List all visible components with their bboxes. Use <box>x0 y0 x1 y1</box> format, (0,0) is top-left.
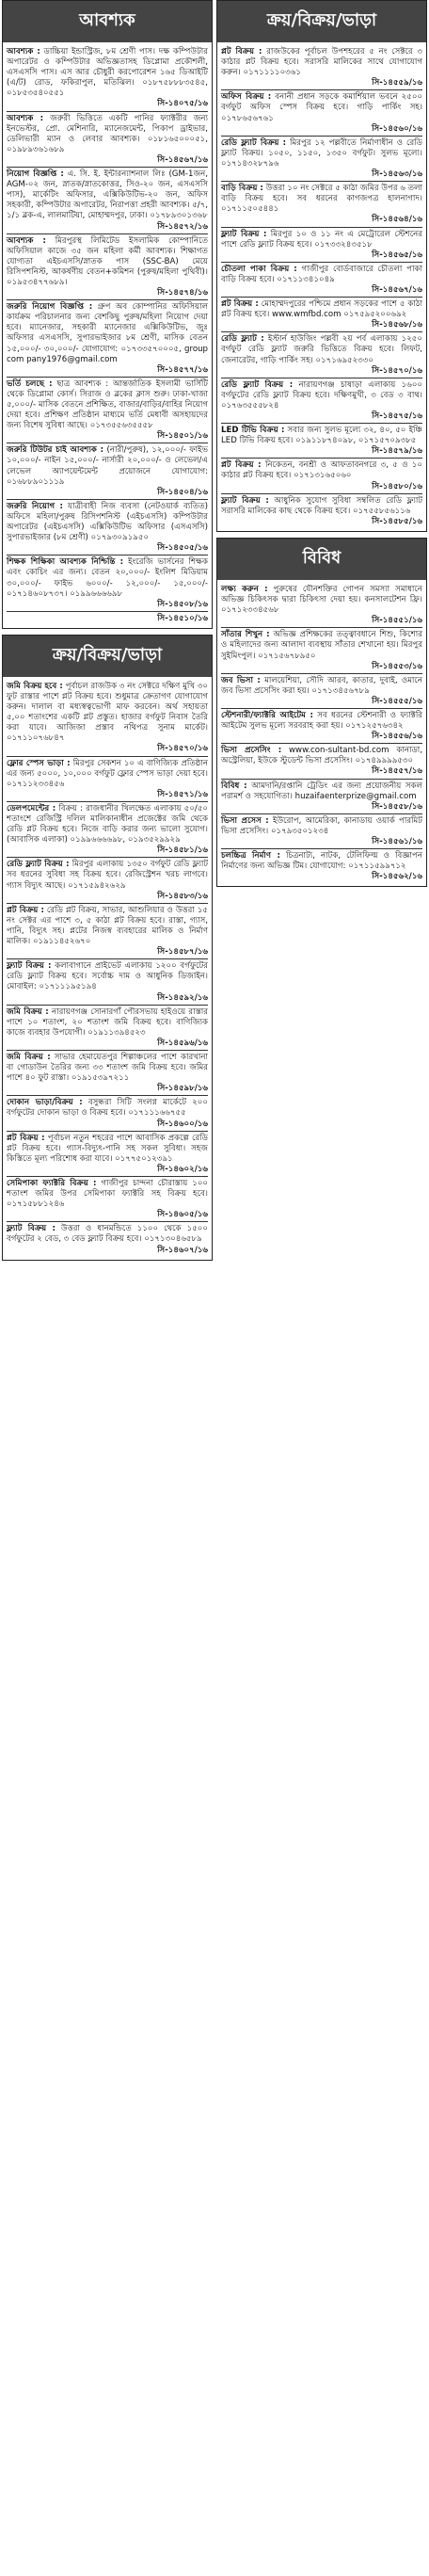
ad-keyword: স্টেশনারী/ফ্যাক্টরি আইটেম : <box>221 710 313 720</box>
classified-ad <box>221 228 422 263</box>
ad-body: আমদানি/রপ্তানি ট্রেডিং এর জন্য প্রয়োজনীয় সকল পরামর্শ ও সহযোগিতা। huzaifaenterprize@gmail.com <box>221 781 422 801</box>
ad-body: রাজউকের পূর্বাচল উপশহরের ৫ নং সেক্টরে ৩ কাঠার প্লট বিক্রয় হবে। সরাসরি মালিকের সাথে যোগাযোগ করুন। ০১৭১১১১০৩৬১ <box>221 47 423 78</box>
ad-text <box>7 1098 208 1119</box>
ad-text <box>221 851 422 872</box>
classified-ad <box>7 1132 208 1177</box>
ad-keyword: রেডি ফ্ল্যাট : <box>221 334 264 345</box>
ad-text <box>7 1134 208 1165</box>
classified-ad <box>221 709 422 744</box>
classified-ad <box>7 1222 208 1256</box>
classified-ad <box>7 443 208 499</box>
ad-code: সি-১৪৫৭৪/১৬ <box>157 288 208 298</box>
ad-text <box>7 169 208 221</box>
ad-keyword: শিক্ষক শিক্ষিকা আবশ্যক নিশ্চিন্তি : <box>7 557 124 568</box>
ad-body: জরুরী ভিত্তিতে একটি পানির ফ্যাক্টরীর জন্য ইনভেস্টর, প্রো. মেশিনারি, ম্যানেজমেন্ট, পিকাপ ড্রাইভার, ডেলিভারী ম্যান ও লেবার আবশ্যক। ০১৮১৬৫০০০৫১, ০১৯৮৯৩৬১৬৮৯ <box>7 113 209 154</box>
classified-ad <box>7 1096 208 1131</box>
ad-body: মিরপুরস্থ লিমিটেড ইসলামিক কোম্পানিতে অফিসিয়াল কাজে ৩৫ জন মহিলা কর্মী আবশ্যক। শিক্ষাগত যোগ্যতা এইচএসসি/স্নাতক পাস (SSC-BA) মেয়ে রিসিপশনিস্ট, আকর্ষণীয় বেতন+কমিশন (পুরুষ/মহিলা পুথিবী)। ০১৯৫৩৪৭৭৬৮৯। <box>7 235 209 287</box>
ad-keyword: বিবিধ : <box>221 781 247 791</box>
ad-keyword: রেডি ফ্ল্যাট বিক্রয় : <box>221 379 294 390</box>
ad-text <box>221 711 422 732</box>
ad-code: সি-১৪৫৭০/১৬ <box>372 365 422 376</box>
left-column <box>2 0 213 1266</box>
ad-code: সি-১৪৫৭০/১৬ <box>157 744 208 754</box>
ad-body: গ্রুপ অব কোম্পানির অফিসিয়াল কার্যক্রম পরিচালনার জন্য বেশকিছু পুরুষ/মহিলা নিয়োগ দেয়া হবে। ম্যানেজার, সহকারী ম্যানেজার এক্সিকিউটিভ, জুঃ অফিসার এসএসসি, সুপারভাইজার ৮ম শ্রেণী, মাসিক বেতন ১৫,০০০/- ৩০,০০০/- যোগাযোগ: ০১৭৩৩৫৭০০০৫, group com pany1976@gmail.com <box>7 302 208 364</box>
classified-ad <box>7 300 208 378</box>
ad-text <box>221 781 422 802</box>
ad-body: মিরপুর ১২ পল্লবীতে নির্মাণাধীন ও রেডি ফ্ল্যাট বিক্রয়। ১০৫০, ১১৫০, ১৩৫০ বর্গফুট। সুলভ মূল্যে। ০১৭১৪৩২৮৭৯৬ <box>221 137 423 169</box>
ad-text <box>7 860 208 891</box>
classified-ad <box>7 168 208 234</box>
classified-ad <box>7 802 208 858</box>
ad-code: সি-১৪৬০৭/১৬ <box>157 1245 208 1255</box>
ad-body: উত্তরা ও ধানমন্ডিতে ১১০০ থেকে ১৫০০ বর্গফুটের ২ বেড, ৩ বেড ফ্ল্যাট বিক্রয় হবে। ০১৭১৩০৪৬৫৮৯ <box>7 1224 208 1245</box>
ad-code: সি-১৪৫৬৪/১৬ <box>372 215 422 225</box>
ad-body: মোহাম্মদপুরের পশ্চিমে প্রধান সড়কের পাশে ৫ কাঠা প্লট বিক্রয় হবে। www.wmfbd.com ০১৭৫৯৫২০০৬৯২ <box>221 299 422 320</box>
ad-text <box>7 906 208 947</box>
ad-keyword: ভর্তি চলছে : <box>7 378 53 389</box>
ad-text <box>7 502 208 543</box>
ad-text <box>7 1179 208 1210</box>
ad-text <box>221 299 422 320</box>
ad-keyword: ডেলপমেন্টের : <box>7 803 56 813</box>
ad-code: সি-১৪৫৫৯/১৬ <box>372 78 422 89</box>
ad-code: সি-১৪৫০৮/১৬ <box>157 599 208 609</box>
ad-keyword: প্লট বিক্রয় : <box>221 299 259 310</box>
ad-text <box>7 236 208 288</box>
ad-code: সি-১৪৫০৫/১৬ <box>157 543 208 554</box>
ad-keyword: জব ভিসা : <box>221 675 261 685</box>
ad-code: সি-১৪৬০০/১৬ <box>157 1119 208 1129</box>
ad-code: সি-১৪৫৭৯/১৬ <box>372 446 422 457</box>
ad-body: সবার জন্য সুলভ মূল্যে ৩২, ৪০, ৫০ ইঞ্চি LED টিভি বিক্রয় হবে। ০১৯১১৮৭৪০৯৮, ০১৭১৫৭০৯৩৮৫ <box>221 426 423 446</box>
classified-ad <box>221 137 422 182</box>
ad-keyword: সাঁতার শিখুন : <box>221 630 270 640</box>
classified-ad <box>7 1051 208 1096</box>
ad-code: সি-১৪৫৭২/১৬ <box>157 221 208 232</box>
ad-body: এ. সি. ই. ইন্টারন্যাশনাল লিঃ (GM-1জন, AGM-০২ জন, স্নাতক/স্নাতকোত্তর, সিও-২০ জন, এসএসসি পাস), মার্কেটিং অফিসার, এক্সিকিউটিভ-২০ জন, অফিস সহকারী, কম্পিউটার অপারেটর, নিরাপত্তা প্রহরী আবশ্যক। ৫/৭, ১/১ ব্লক-এ, লালমাটিয়া, মোহাম্মদপুর, ঢাকা। ০১৭৮৯৩০১৩৬৮ <box>7 169 208 221</box>
ad-code: সি-১৪৫৮৭/১৬ <box>157 947 208 958</box>
ad-body: (নারী/পুরুষ), ১২,০০০/- ফাইভ ১০,০০০/- নাইন ১৫,০০০/- নার্সারী ২০,০০০/- ও লেভেল/এ লেভেল অ্যাপয়েন্টমেন্ট প্রয়োজনে যোগাযোগ: ০১৬৮৮৯০১১১৯ <box>7 445 208 487</box>
ad-body: উত্তরা ১০ নং সেক্টরে ৫ কাঠা জমির উপর ৬ তলা বাড়ি বিক্রয় হবে। সব ধরনের কাগজপত্র হালনাগাদ। ০১৭১১৫০৫৪৪১ <box>221 184 423 215</box>
classified-ad <box>7 555 208 611</box>
ad-keyword: দোকান ভাড়া/বিক্রয় : <box>7 1098 83 1108</box>
ad-body: আধুনিক সুযোগ সুবিধা সম্বলিত রেডি ফ্ল্যাট সরাসরি মালিকের কাছ থেকে বিক্রয় হবে। ০১৭৫৫৮৫৬১১৬ <box>221 495 423 516</box>
ad-text <box>221 230 422 250</box>
ad-body: গাজীপুর বোর্ডবাজারে চৌতলা পাকা বাড়ি বিক্রয় হবে। ০১৭১১৩৪১০৪৯ <box>221 264 422 284</box>
ad-text <box>7 1053 208 1084</box>
ad-code: সি-১৪৫৬৩/১৬ <box>372 169 422 180</box>
ad-body: পুরুষের যৌনশক্তির গোপন সমস্যা সমাধানে অভিজ্ঞ চিকিৎসক দ্বারা চিকিৎসা দেয়া হয়। কনসালটেশন ফ্রি। ০১৭১২৩৩৪৫৬৮ <box>221 584 422 616</box>
ad-code: সি-১৪৫৮১/১৬ <box>157 845 208 856</box>
ad-text <box>221 630 422 661</box>
section-header: আবশ্যক <box>3 1 212 42</box>
classified-ad <box>7 1177 208 1222</box>
ad-body: ইউরোপ, আমেরিকা, কানাডায় ওয়ার্ক পারমিট ভিসা প্রসেসিং। ০১৭৯৩৫০১২৩৪ <box>221 815 422 836</box>
classified-ad <box>221 494 422 528</box>
classified-ad <box>7 112 208 168</box>
ad-body: বসুন্ধরা সিটি সংলগ্ন মার্কেটে ২০০ বর্গফুটের দোকান ভাড়া ও বিক্রয় হবে। ০১৭১১১৬৬৭৫৫ <box>7 1098 208 1119</box>
classified-ad <box>7 680 208 757</box>
ad-body: গাজীপুর চান্দনা চৌরাস্তায় ১০০ শতাংশ জমির উপর সেমিপাকা ফ্যাক্টরি সহ বিক্রয় হবে। ০১৭১৫৮৮১২৪৬ <box>7 1179 208 1210</box>
classified-ad <box>221 459 422 493</box>
classified-ad <box>221 780 422 814</box>
ad-keyword: ফ্ল্যাট বিক্রয় : <box>221 229 267 239</box>
classified-ad <box>221 298 422 332</box>
ad-body: চিত্রনাট্য, নাটক, টেলিফিল্ম ও বিজ্ঞাপন নির্মাণের জন্য অভিজ্ঞ টিম। যোগাযোগ: ০১৭১১৫৯৯৭১২ <box>221 851 422 872</box>
classified-ad <box>7 858 208 903</box>
ad-keyword: জমি বিক্রয় : <box>7 1052 51 1062</box>
ad-keyword: চলচ্চিত্র নির্মাণ : <box>221 851 280 861</box>
ad-code: সি-১৪০৭৫/১৬ <box>157 99 208 109</box>
right-column <box>216 0 427 893</box>
classified-ad <box>221 263 422 298</box>
ad-text <box>221 265 422 285</box>
ad-code: সি-১৪৫৮৫/১৬ <box>372 516 422 526</box>
ad-text <box>221 426 422 446</box>
ad-keyword: প্লট বিক্রয় : <box>221 47 262 56</box>
ad-code: সি-১৪৫৯২/১৬ <box>157 992 208 1003</box>
section-buy-sell-rent <box>2 635 213 1261</box>
ad-code: সি-১৪৫৯৮/১৬ <box>157 1084 208 1094</box>
ad-code: সি-১৪৫৬২/১৬ <box>372 872 422 882</box>
ad-keyword: জরুরি টিউটর চাই আবশ্যক : <box>7 445 104 456</box>
ad-text <box>221 816 422 837</box>
ad-code: সি-১৪৫৫৬/১৬ <box>372 732 422 742</box>
ad-keyword: ফ্লোর স্পেস ভাড়া : <box>7 758 71 768</box>
ad-keyword: নিয়োগ বিজ্ঞপ্তি : <box>7 169 64 180</box>
section-header: বিবিধ <box>217 539 426 580</box>
classified-ad <box>221 814 422 849</box>
ad-body: অভিজ্ঞ প্রশিক্ষকের তত্ত্বাবধানে শিশু, কিশোর ও মহিলাদের জন্য আলাদা ব্যবস্থায় সাঁতার শেখানো হয়। মিরপুর সুইমিংপুল। ০১৭১৫৬৭৮৯৫০ <box>221 630 423 661</box>
ad-body: মিরপুর এলাকায় ১৩৫০ বর্গফুট রেডি ফ্ল্যাট সব ধরনের সুবিধা সহ বিক্রয় হবে। রেজিস্ট্রেশন খরচ লাগবে। গ্যাস বিদ্যুৎ আছে। ০১৭১৫৯৪২৬২৯ <box>7 860 209 891</box>
ad-body: মিরপুর সেকশন ১০ এ বাণিজ্যিক প্রতিষ্ঠান এর জন্য ৫০০০, ১০,০০০ বর্গফুট ফ্লোর স্পেস ভাড়া দেয়া হবে। ০১৭১১২৩৩৪৫৬ <box>7 758 209 789</box>
ad-keyword: ভিসা প্রসেসিং : <box>221 746 282 756</box>
ad-code: সি-১৪৫৬০/১৬ <box>372 123 422 134</box>
ad-keyword: ভিসা প্রসেস : <box>221 815 269 826</box>
classified-ad <box>221 45 422 90</box>
classified-ad <box>7 378 208 444</box>
ad-keyword: রেডি ফ্ল্যাট বিক্রয় : <box>221 137 287 148</box>
ad-code: সি-১৪৫৮০/১৬ <box>372 481 422 491</box>
ad-keyword: জরুরি নিয়োগ : <box>7 501 63 511</box>
ad-keyword: প্লট বিক্রয় : <box>7 905 44 915</box>
ads-list <box>217 580 426 886</box>
ad-body: ইস্টার্ন হাউজিং পল্লবী ২য় পর্ব এলাকায় ১২৫০ বর্গফুট রেডি ফ্ল্যাট জরুরি ভিত্তিতে বিক্রয় হবে। লিফট, জেনারেটর, গাড়ি পার্কিং সহ। ০১৭১৬৯৫২৩৩০ <box>221 334 422 365</box>
ad-text <box>221 496 422 517</box>
ad-body: নারায়ণগঞ্জ চাষাড়া এলাকায় ১৬০০ বর্গফুটের রেডি ফ্ল্যাট বিক্রয় হবে। দক্ষিণমুখী, ৩ বেড ৩ বাথ। ০১৭৬৩৫৫৫৮২৪ <box>221 379 422 411</box>
ad-code: সি-১৪৫০৪/১৬ <box>157 487 208 497</box>
ads-list <box>3 42 212 628</box>
ad-text <box>7 682 208 745</box>
ad-code: সি-১৪৬০২/১৬ <box>157 1164 208 1174</box>
ad-body: সাভার হেমায়েতপুর শিল্পাঞ্চলের পাশে কারখানা বা গোডাউন তৈরির জন্য ৩৩ শতাংশ জমি বিক্রয় হবে। জমির পাশে ৪০ ফুট রাস্তা। ০১৯১৫৩৯৭২১১ <box>7 1052 209 1084</box>
section-header: ক্রয়/বিক্রয়/ভাড়া <box>217 1 426 42</box>
ad-code: সি-১৪৫৯৬/১৬ <box>157 1038 208 1048</box>
ad-code: সি-১৪৫১০/১৬ <box>157 613 208 623</box>
ad-text <box>221 138 422 169</box>
ad-body: www.con-sultant-bd.com কানাডা, অস্ট্রেলিয়া, ইউকে স্টুডেন্ট ভিসা প্রসেসিং। ০১৭৪৯৯৯৯৫৩০ <box>221 746 423 766</box>
ad-code: সি-১৪৫৫৭/১৬ <box>372 766 422 777</box>
classified-ad <box>221 628 422 673</box>
ad-keyword: লক্ষ্য করুন : <box>221 584 268 594</box>
ad-body: সব ধরনের স্টেশনারী ও ফ্যাক্টরি আইটেম সুলভ মূল্যে সরবরাহ করা হয়। ০১৭১২৫৭৬৩৪২ <box>221 710 422 732</box>
ad-text <box>7 759 208 790</box>
ad-body: মিরপুর ১০ ও ১১ নং এ মেট্রোরেল স্টেশনের পাশে রেডি ফ্ল্যাট বিক্রয় হবে। ০১৭৩৩২৪৩৫১৮ <box>221 229 423 250</box>
classified-ad <box>7 234 208 301</box>
classified-ad <box>7 959 208 1005</box>
ad-text <box>7 114 208 155</box>
ad-code: সি-১৪৫৭১/১৬ <box>157 789 208 799</box>
classified-ad <box>221 424 422 459</box>
ad-code: সি-১৪৫৭৫/১৬ <box>372 411 422 421</box>
classified-ad <box>7 757 208 802</box>
ad-keyword: আবশ্যক : <box>7 113 44 123</box>
ad-keyword: আবশ্যক : <box>7 47 40 56</box>
ad-text <box>221 184 422 215</box>
ad-keyword: ফ্ল্যাট বিক্রয় : <box>7 961 52 972</box>
section-wanted <box>2 0 213 629</box>
ad-code: সি-১৪৫০১/১৬ <box>157 431 208 442</box>
ad-code: সি-১৪৫৭৭/১৬ <box>157 364 208 375</box>
ad-code: সি-১৪৬০৫/১৬ <box>157 1210 208 1220</box>
ad-code: সি-১৪৫৮৩/১৬ <box>157 891 208 901</box>
ad-code: সি-১৪৫৫৫/১৬ <box>372 696 422 706</box>
ad-code: সি-১৪৫৬৫/১৬ <box>372 250 422 260</box>
classified-ad <box>221 378 422 424</box>
ad-body: ডাচ্চিয়া ইন্ডাস্ট্রিজ, ৮ম শ্রেণী পাস। দক্ষ কম্পিউটার অপারেটর ও কম্পিউটার অভিজ্ঞতাসহ ডিপ্লোমা প্রকৌশলী, এসএসসি পাস। এস আর চৌধুরী করপোরেশন ১৬৫ ডিআইটি (এ/ট) রোড, ফকিরাপুল, মতিঝিল। ০১৮৭৫৮৮৮৩৫৪৫, ০১৮৫৩৫৪০৫৫১ <box>7 47 209 99</box>
ad-code: সি-১৪৫৬৭/১৬ <box>157 154 208 165</box>
ad-text <box>7 557 208 599</box>
ad-keyword: প্লট বিক্রয় : <box>7 1133 45 1143</box>
classified-ad <box>221 744 422 779</box>
ad-text <box>221 47 422 78</box>
ad-text <box>7 445 208 487</box>
classified-ad <box>221 90 422 136</box>
ad-keyword: জমি বিক্রয় হবে : <box>7 681 63 691</box>
ad-keyword: চৌতলা পাকা বিক্রয় : <box>221 264 297 274</box>
classified-ad <box>221 849 422 883</box>
ad-keyword: প্লট বিক্রয় : <box>221 460 262 471</box>
ad-text <box>221 746 422 766</box>
ad-keyword: অফিস বিক্রয় : <box>221 92 272 103</box>
ad-code: সি-১৪৫৬১/১৬ <box>372 837 422 846</box>
ad-body: পূর্বাচল নতুন শহরের পাশে আবাসিক প্রকল্পে রেডি প্লট বিক্রয় হবে। গ্যাস-বিদ্যুৎ-পানি সহ সকল সুবিধা। সহজ কিস্তিতে মূল্য পরিশোধ করা যাবে। ০১৭৭৫০১২৩৯১ <box>7 1133 209 1164</box>
ad-text <box>221 92 422 123</box>
classified-ad <box>7 904 208 959</box>
ads-list <box>217 42 426 531</box>
classified-ad <box>7 1006 208 1051</box>
ad-text <box>7 1007 208 1038</box>
ad-keyword: জরুরি নিয়োগ বিজ্ঞপ্তি : <box>7 302 93 313</box>
ad-text <box>7 47 208 99</box>
ad-code: সি-১৪৫৬৭/১৬ <box>372 284 422 295</box>
ad-text <box>7 961 208 992</box>
ad-text <box>7 1224 208 1245</box>
classified-ad <box>7 500 208 555</box>
ad-code: সি-১৪৫৫৮/১৬ <box>372 801 422 812</box>
ad-body: রেডি প্লট বিক্রয়, সাভার, আশুলিয়ার ও উত্তরা ১৫ নং সেক্টর এর পাশে ৩, ৫ কাঠা প্লট বিক্রয় হবে। রাস্তা, গ্যাস, পানি, বিদ্যুৎ সহ। প্লটের নিজস্ব ব্যবহারের মালিক ও নির্মাণ মালিক। ০১৯১১৪৫২৬৭০ <box>7 905 208 947</box>
ad-keyword: জমি বিক্রয় : <box>7 1006 49 1017</box>
ad-text <box>221 334 422 365</box>
section-header: ক্রয়/বিক্রয়/ভাড়া <box>3 636 212 677</box>
ad-keyword: ফ্ল্যাট বিক্রয় : <box>7 1224 56 1234</box>
ad-body: পূর্বাচল রাজউক ৩ নং সেক্টরে দক্ষিণ মুখি ৩০ ফুট রাস্তার পাশে প্লট বিক্রয় হবে। শুধুমাত্র ক্রেতাগণ যোগাযোগ করুন। দালাল বা মধ্যস্বত্বভোগী মাফ করবেন। অর্থ সহায়তা ৫,০০ শতাংশের একটি প্লট প্রস্তুত। হাজার বর্গফুট নিবাস তৈরি করা যাবে। আজিজা প্রস্তাব নথিপত্র সুনাম মার্কেট। ০১৭১১০৭৬৮৪৭ <box>7 681 209 744</box>
ad-body: নারায়ণগঞ্জ সোনারগাঁ পৌরসভায় হাইওয়ে রাস্তার পাশে ১০ শতাংশ, ২০ শতাংশ জমি বিক্রয় হবে। বাণিজ্যিক কাজে ব্যবহার উপযোগী। ০১৯১১৩৯৪৫২৩ <box>7 1006 208 1038</box>
ad-keyword: LED টিভি বিক্রয় : <box>221 426 285 436</box>
classified-ad <box>221 583 422 628</box>
ad-body: কলাবাগানে প্রাইভেট এলাকায় ১২০০ বর্গফুটের রেডি ফ্ল্যাট বিক্রয় হবে। সর্বোচ্চ দাম ও আধুনিক ডিজাইন। মোবাইল: ০১৭১১১৯৫১৯৪ <box>7 961 208 992</box>
ad-keyword: সেমিপাকা ফ্যাক্টরি বিক্রয় : <box>7 1179 97 1188</box>
classified-ad <box>7 612 208 625</box>
ad-body: মালয়েশিয়া, সৌদি আরব, কাতার, দুবাই, ওমানে জব ভিসা প্রসেসিং করা হয়। ০১৭১৩৪৫৬৭৮৯ <box>221 675 422 696</box>
ad-code: সি-১৪৫৫৩/১৬ <box>372 661 422 671</box>
ad-keyword: আবশ্যক : <box>7 235 46 246</box>
ad-text <box>221 676 422 697</box>
ad-text <box>221 585 422 616</box>
ad-body: ইংরেজি ভার্সনের শিক্ষক এবং কোচিং এর জন্য। বেতন ২০,০০০/- ইংলিশ মিডিয়াম ৩০,০০০/- ফাইভ ৬০০০/- ১২,০০০/- ১৫,০০০/- ০১৭১৪৬০৮৭৩৭। ০১৯৯৬৬৬৬৯৮ <box>7 557 209 599</box>
ads-list <box>3 677 212 1260</box>
ad-text <box>7 302 208 365</box>
classified-ad <box>7 45 208 112</box>
ad-code: সি-১৪৫৬৮/১৬ <box>372 320 422 330</box>
ad-text <box>7 379 208 431</box>
classified-ad <box>221 332 422 378</box>
ad-body: যাত্রীবাহী নিজ ব্যবসা (নেটওয়ার্ক ব্যতিত) অফিসে মহিলা/পুরুষ রিসিপশনিস্ট (এইচএসসি) কম্পিউটার অপারেটর (এইচএসসি) এক্সিকিউটিভ অফিসার (এসএসসি) সুপারভাইজার (৮ম শ্রেণী) ০১৭৯৩০৯১৯৫০ <box>7 501 209 543</box>
ad-body: ছাত্র আবশ্যক : আন্তর্জাতিক ইসলামী ভার্সিটি থেকে ডিপ্লোমা কোর্স। সিরাজ ও ব্লকের ক্লাস শুরু। ঢাকা-খাজা ৫,০০০/- মাসিক বেতনে প্রশিক্ষিত, বাজার/বাড়ির/বাহির নিয়োগ দেয়া হবে। প্রশিক্ষণ প্রতিষ্ঠান মাধ্যমে ভর্তি মেধাবী অসহায়দের জন্য বিশেষ সুবিধা আছে। ০১৭৩৫৫৬৩৫৫৫৮ <box>7 378 208 431</box>
classified-ad <box>221 674 422 709</box>
section-buy-sell-rent <box>216 0 427 532</box>
ad-keyword: বাড়ি বিক্রয় : <box>221 184 263 194</box>
classified-ad <box>221 182 422 227</box>
ad-keyword: রেডি ফ্ল্যাট বিক্রয় : <box>7 860 70 870</box>
ad-body: নিকেতন, বনশ্রী ও আফতাবনগরে ৩, ৫ ও ১০ কাঠার প্লট বিক্রয় হবে। ০১৭১৩১৬৫০৬০ <box>221 460 422 481</box>
ad-body: বনানী প্রধান সড়কে কমার্শিয়াল ভবনে ২৫০০ বর্গফুট অফিস স্পেস বিক্রয় হবে। গাড়ি পার্কিং সহ। ০১৭৮৬৫৬৭৬১ <box>221 92 423 123</box>
ad-body: বিক্রয় : রাজধানীর খিলক্ষেত এলাকায় ৫০/৫০ শতাংশে রেজিস্ট্রি দলিল মালিকানাধীন প্রজেক্টের জমি থেকে রেডি প্লট বিক্রয় হবে। নিজে বাড়ি করার জন্য ভালো সুযোগ। (আবাসিক এলাকা) ০১৯৯৬৬৬৬৯৮, ০১৯৩৫২৯৯২৯ <box>7 803 208 845</box>
ad-text <box>221 460 422 481</box>
ad-code: সি-১৪৫৫১/১৬ <box>372 616 422 626</box>
ad-text <box>7 804 208 845</box>
ad-keyword: ফ্ল্যাট বিক্রয় : <box>221 495 269 506</box>
ad-text <box>221 380 422 411</box>
section-misc <box>216 538 427 887</box>
